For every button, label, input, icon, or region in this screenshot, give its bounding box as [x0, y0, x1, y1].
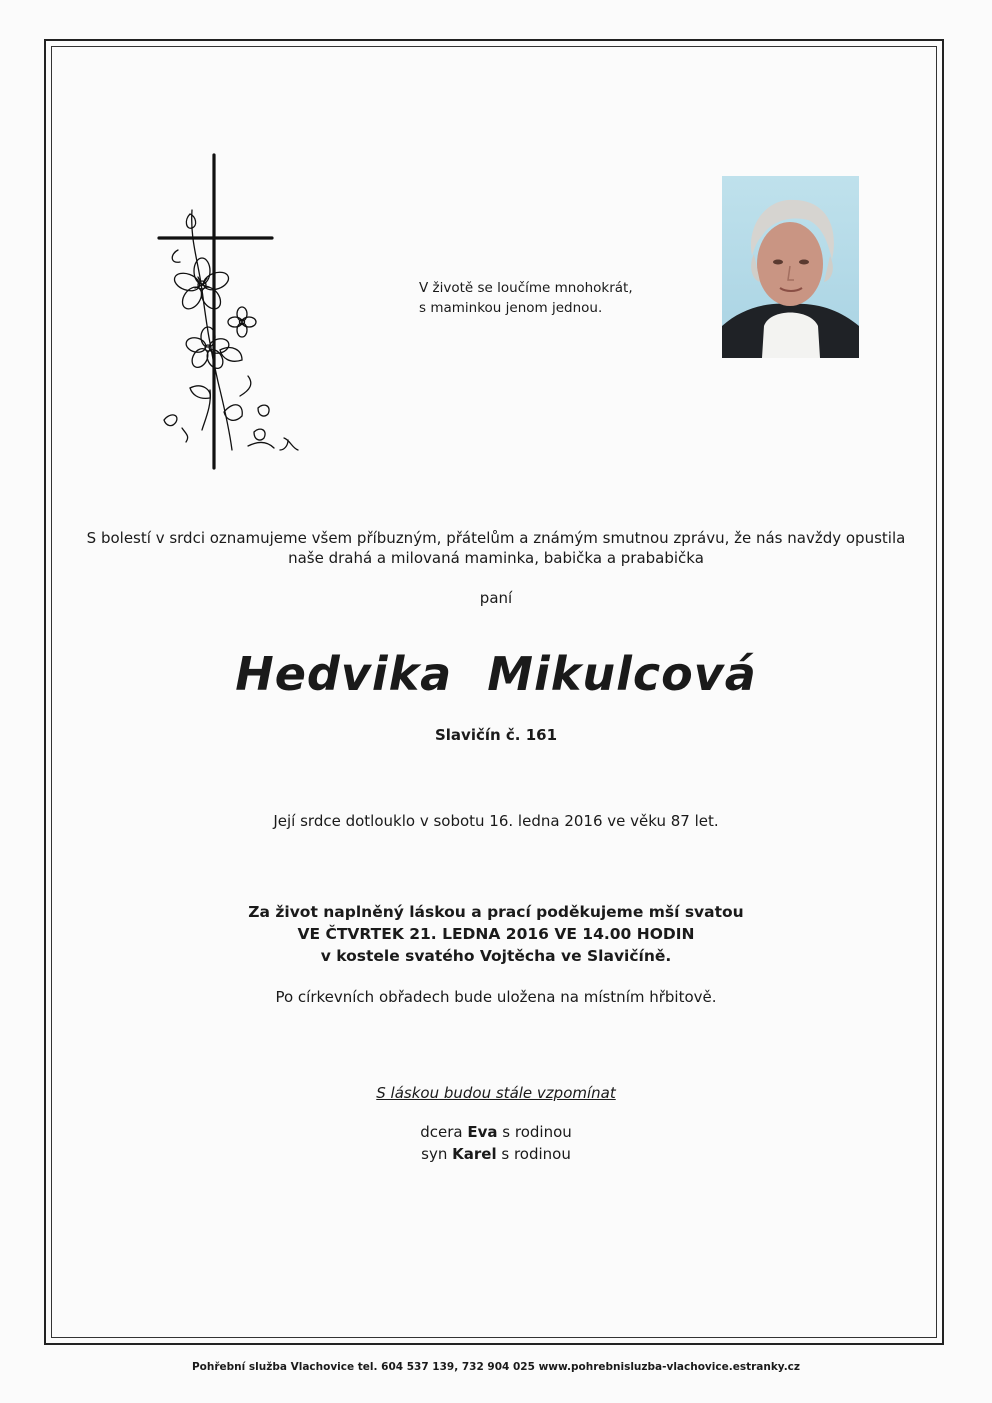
- motto-line-1: V životě se loučíme mnohokrát,: [419, 280, 633, 296]
- family-member: [0, 1121, 992, 1143]
- deceased-first-name: Hedvika: [235, 647, 453, 701]
- mass-info: [0, 901, 992, 967]
- mass-line-3: v kostele svatého Vojtěcha ve Slavičíně.: [320, 947, 672, 965]
- announcement-line-1: S bolestí v srdci oznamujeme všem příbuzným, přátelům a známým smutnou zprávu, že nás navždy opustila: [86, 529, 906, 547]
- family-relation: dcera: [420, 1123, 463, 1141]
- family-name: Karel: [452, 1145, 497, 1163]
- deceased-name: [0, 647, 992, 701]
- family-suffix: s rodinou: [501, 1145, 571, 1163]
- memory-line: S láskou budou stále vzpomínat: [376, 1084, 616, 1102]
- family-member: [0, 1143, 992, 1165]
- footer-contact: Pohřební služba Vlachovice tel. 604 537 139, 732 904 025 www.pohrebnisluzba-vlachovice.estranky.cz: [191, 1361, 801, 1373]
- family-relation: syn: [421, 1145, 448, 1163]
- mass-line-2: VE ČTVRTEK 21. LEDNA 2016 VE 14.00 HODIN: [297, 925, 695, 943]
- announcement-line-2: naše drahá a milovaná maminka, babička a prababička: [288, 549, 704, 567]
- burial-info: Po církevních obřadech bude uložena na místním hřbitově.: [275, 988, 717, 1006]
- motto-line-2: s maminkou jenom jednou.: [419, 300, 603, 316]
- family-name: Eva: [467, 1123, 498, 1141]
- death-notice: Její srdce dotlouklo v sobotu 16. ledna 2016 ve věku 87 let.: [273, 812, 719, 830]
- deceased-last-name: Mikulcová: [487, 647, 757, 701]
- salutation: paní: [479, 589, 513, 607]
- cross-with-flowers-icon: [150, 150, 330, 480]
- deceased-address: Slavičín č. 161: [434, 726, 558, 744]
- family-list: [0, 1121, 992, 1165]
- announcement: [0, 528, 992, 568]
- portrait-photo: [722, 176, 859, 358]
- mass-line-1: Za život naplněný láskou a prací poděkujeme mší svatou: [248, 903, 744, 921]
- motto: [419, 278, 633, 318]
- family-suffix: s rodinou: [502, 1123, 572, 1141]
